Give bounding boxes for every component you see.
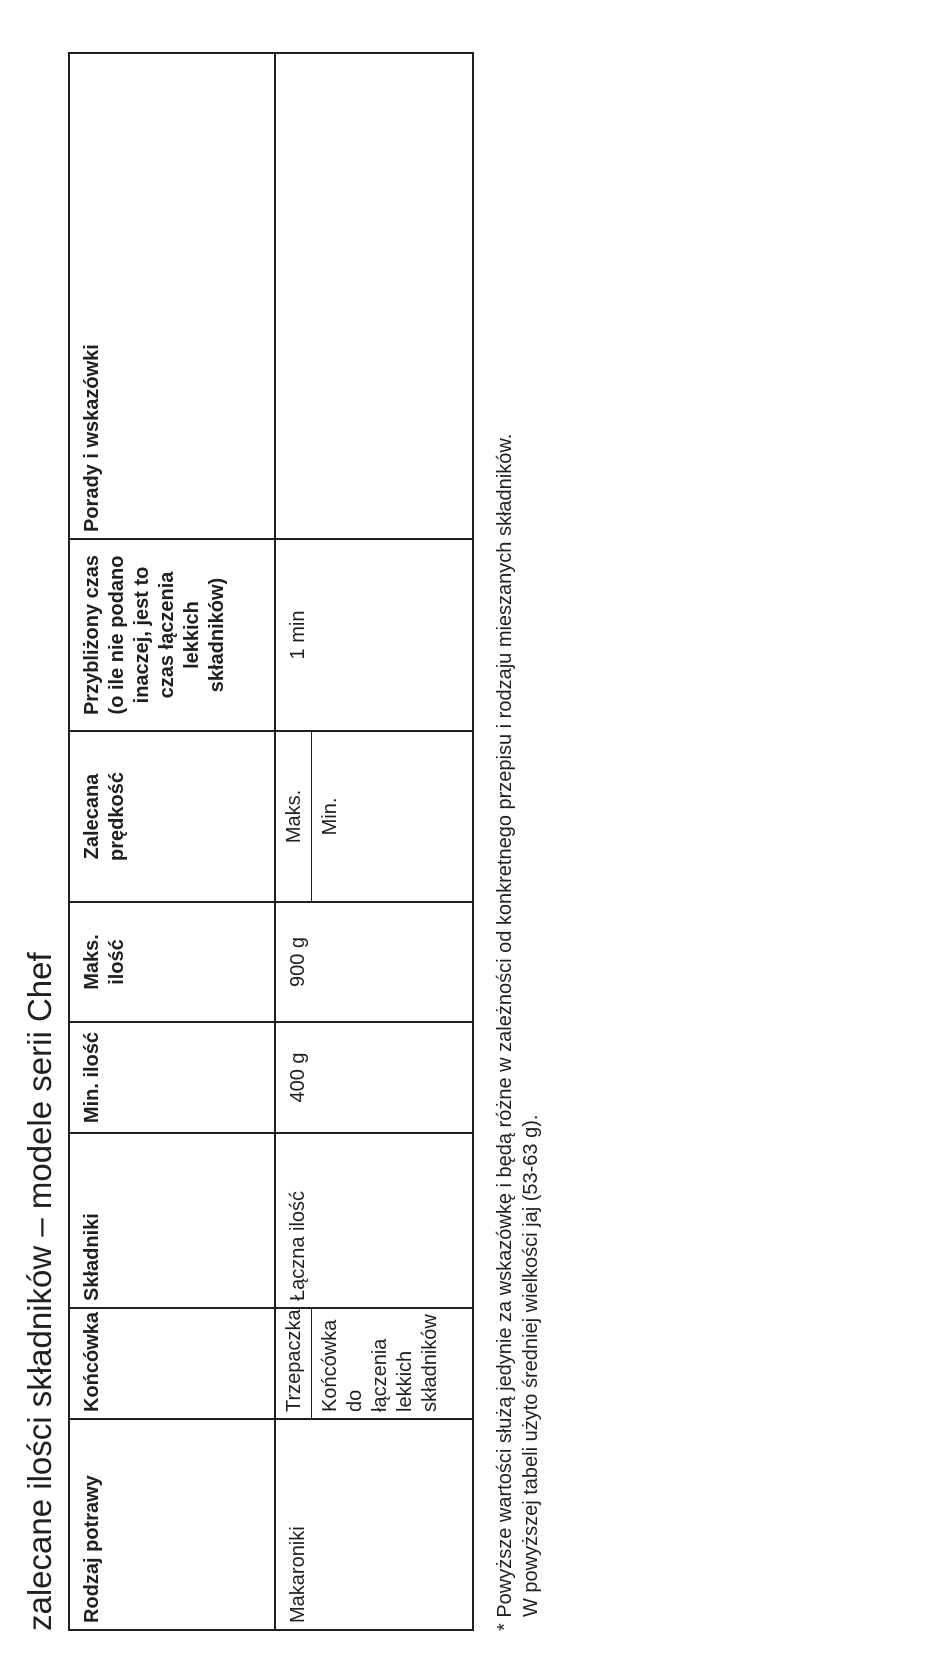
header-ingredients: Składniki <box>69 1133 275 1308</box>
cell-dish: Makaroniki <box>275 1419 473 1630</box>
cell-tool-whisk: Trzepaczka <box>276 1309 312 1418</box>
cell-tool-folding: Końcówka do łączenia lekkich składników <box>319 1314 441 1412</box>
header-speed: Zalecana prędkość <box>69 731 275 902</box>
header-dish: Rodzaj potrawy <box>69 1419 275 1630</box>
table-header-row <box>69 53 275 1630</box>
cell-max-qty: 900 g <box>275 902 473 1022</box>
page-title: zalecane ilości składników – modele serii Chef <box>21 952 58 1631</box>
footnote-line-1: * Powyższe wartości służą jedynie za wskazówkę i będą różne w zależności od konkretnego przepisu i rodzaju mieszanych składników. <box>494 433 516 1631</box>
table-row <box>275 53 473 1630</box>
cell-tool <box>275 1308 473 1419</box>
speed-stack <box>276 732 347 901</box>
cell-speed-min: Min. <box>319 797 341 836</box>
header-tips: Porady i wskazówki <box>69 53 275 539</box>
header-tool: Końcówka <box>69 1308 275 1419</box>
cell-min-qty: 400 g <box>275 1022 473 1133</box>
header-min-qty: Min. ilość <box>69 1022 275 1133</box>
footnote <box>492 434 544 1631</box>
cell-speed <box>275 731 473 902</box>
cell-ingredients: Łączna ilość <box>275 1133 473 1308</box>
cell-speed-max: Maks. <box>276 732 312 901</box>
footnote-line-2: W powyższej tabeli użyto średniej wielkości jaj (53-63 g). <box>520 1114 542 1617</box>
quantities-table <box>68 52 474 1631</box>
tool-stack <box>276 1309 447 1418</box>
cell-time: 1 min <box>275 539 473 731</box>
cell-tips <box>275 53 473 539</box>
header-time: Przybliżony czas (o ile nie podano inaczej, jest to czas łączenia lekkich składników) <box>69 539 275 731</box>
header-max-qty: Maks. ilość <box>69 902 275 1022</box>
